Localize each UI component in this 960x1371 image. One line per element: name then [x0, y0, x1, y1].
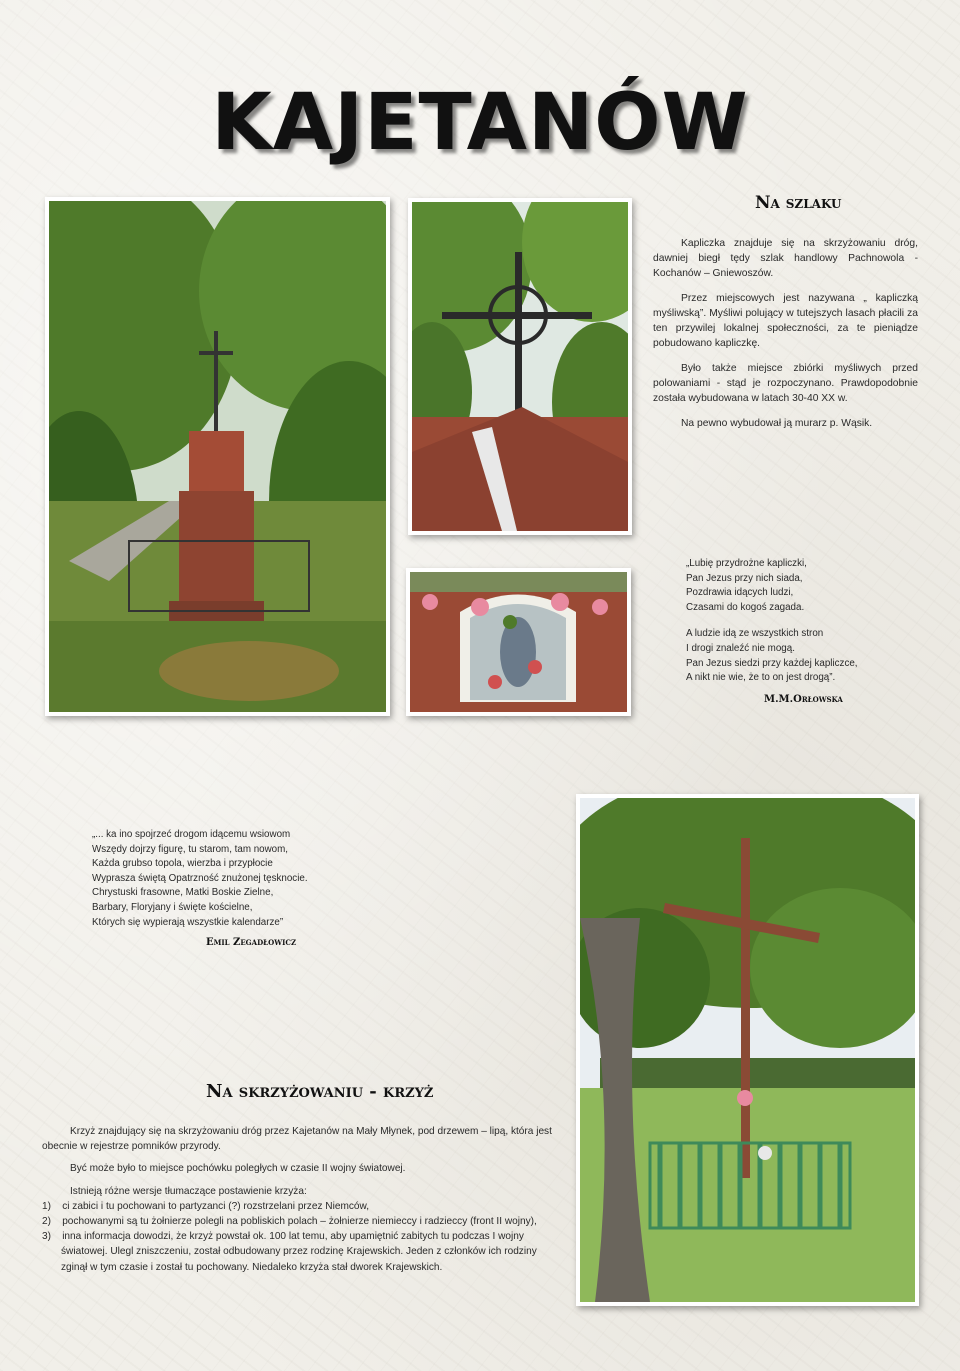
poem-line: I drogi znaleźć nie mogą.	[686, 642, 795, 654]
section-text-skrzyzowanie	[42, 1124, 554, 1275]
photo-iron-cross	[408, 198, 632, 535]
photo-shrine-niche	[406, 568, 631, 716]
poem-line: Czasami do kogoś zagada.	[686, 601, 805, 613]
poem-line: Chrystuski frasowne, Matki Boskie Zielne,	[92, 887, 274, 899]
paragraph: Być może było to miejsce pochówku poległych w czasie II wojny światowej.	[70, 1163, 406, 1175]
paragraph: Przez miejscowych jest nazywana „ kapliczką myśliwską”. Myśliwi polujący w tutejszych lasach płacili za ten przywilej lokalnej społeczności, za te pieniądze pobudowano kapliczkę.	[653, 293, 918, 349]
shrine-niche-image	[410, 572, 627, 712]
section-text-na-szlaku	[653, 236, 918, 441]
poem-line: Pozdrawia idących ludzi,	[686, 587, 794, 599]
list-item: 2) pochowanymi są tu żołnierze polegli na pobliskich polach – żołnierze niemieccy i radzieccy (front II wojny),	[42, 1216, 537, 1228]
poem-line: Wyprasza świętą Opatrzność znużonej tęsknocie.	[92, 872, 308, 884]
poem-line: Każda grubso topola, wierzba i przypłocie	[92, 858, 273, 870]
paragraph: Krzyż znajdujący się na skrzyżowaniu dróg przez Kajetanów na Mały Młynek, pod drzewem – lipą, która jest obecnie w rejestrze pomników przyrody.	[42, 1126, 552, 1153]
chapel-roadside-image	[49, 201, 386, 712]
photo-wooden-cross	[576, 794, 919, 1306]
iron-cross-image	[412, 202, 628, 531]
list-item: 1) ci zabici i tu pochowani to partyzanci (?) rozstrzelani przez Niemców,	[42, 1200, 370, 1212]
poem-author-orlowska: M.M.Orłowska	[764, 694, 843, 705]
poem-line: Których się wypierają wszystkie kalendarze”	[92, 916, 284, 928]
poem-line: Barbary, Floryjany i święte kościelne,	[92, 901, 253, 913]
paragraph: Na pewno wybudował ją murarz p. Wąsik.	[681, 418, 873, 429]
poem-line: Pan Jezus siedzi przy każdej kapliczce,	[686, 657, 858, 669]
section-heading-na-szlaku: Na szlaku	[755, 193, 842, 213]
poem-line: A ludzie idą ze wszystkich stron	[686, 628, 824, 640]
poem-line: A nikt nie wie, że to on jest drogą”.	[686, 672, 836, 684]
page-title: KAJETANÓW	[211, 78, 749, 168]
wooden-cross-image	[580, 798, 915, 1302]
poem-zegadlowicz	[92, 828, 308, 930]
section-heading-skrzyzowanie: Na skrzyżowaniu - krzyż	[206, 1081, 434, 1102]
poem-line: Pan Jezus przy nich siada,	[686, 572, 803, 584]
poem-orlowska	[686, 557, 858, 686]
poem-author-zegadlowicz: Emil Zegadłowicz	[206, 937, 297, 948]
paragraph: Istnieją różne wersje tłumaczące postawienie krzyża:	[70, 1185, 307, 1197]
paragraph: Kapliczka znajduje się na skrzyżowaniu dróg, dawniej biegł tędy szlak handlowy Pachnowola - Kochanów – Gniewoszów.	[653, 238, 918, 279]
paragraph: Było także miejsce zbiórki myśliwych przed polowaniami - stąd je rozpoczynano. Prawdopodobnie została wybudowana w latach 30-40 XX w.	[653, 363, 918, 404]
poem-line: Wszędy dojrzy figurę, tu starom, tam nowom,	[92, 843, 288, 855]
photo-chapel-roadside	[45, 197, 390, 716]
stanza-gap	[686, 615, 858, 627]
poem-line: „... ka ino spojrzeć drogom idącemu wsiowom	[92, 829, 291, 840]
poem-line: „Lubię przydrożne kapliczki,	[686, 558, 807, 569]
list-item: 3) inna informacja dowodzi, że krzyż powstał ok. 100 lat temu, aby upamiętnić zabitych tu podczas I wojny światowej. Ulegl zniszczeniu, został odbudowany przez rodzinę Krajewskich. Jeden z członków ich rodziny zginął w tym czasie i został tu pochowany. Niedaleko krzyża stał dworek Krajewskich.	[42, 1231, 537, 1273]
